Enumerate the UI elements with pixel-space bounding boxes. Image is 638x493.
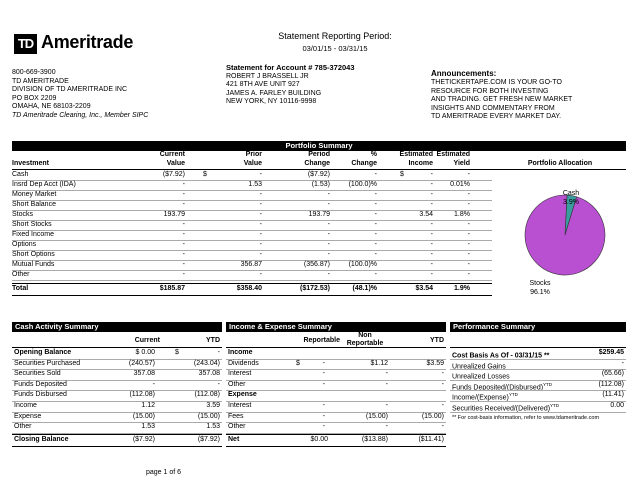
header-prior: Value [243, 160, 262, 167]
value-nonreportable: $1.12 [370, 359, 388, 367]
currency-symbol: $ [175, 349, 179, 356]
value-period-change: (356.87) [303, 261, 330, 268]
total-current: $185.87 [159, 285, 185, 292]
announcement-line: AND TRADING. GET FRESH NEW MARKET [431, 96, 573, 104]
row-label: Other [228, 423, 246, 431]
total-period: ($172.53) [300, 285, 330, 292]
total-income: $3.54 [415, 285, 433, 292]
value-pct-change: - [374, 171, 377, 178]
value-prior: - [259, 211, 262, 218]
divider [450, 412, 626, 413]
row-label-text: Income/(Expense) [452, 394, 509, 402]
row-label: Funds Disbursed [14, 391, 67, 399]
value-pct-change: - [374, 251, 377, 258]
value-est-yield: - [467, 171, 470, 178]
value-current: - [182, 251, 185, 258]
value-current: - [182, 181, 185, 188]
income-expense-bar: Income & Expense Summary [226, 322, 446, 332]
row-label: Options [12, 241, 37, 248]
value-current: 193.79 [163, 211, 185, 218]
value-current: (112.08) [129, 391, 155, 399]
row-label: Securities Purchased [14, 359, 81, 367]
row-label: Fixed Income [12, 231, 55, 238]
value-current: - [182, 241, 185, 248]
total-pct: (48.1)% [352, 285, 377, 292]
header-nonreportable: Non [358, 332, 372, 339]
value-est-yield: 0.01% [450, 181, 470, 188]
performance-bar: Performance Summary [450, 322, 626, 332]
net-reportable: $0.00 [310, 435, 328, 443]
value-est-income: - [430, 271, 433, 278]
header-ytd: YTD [430, 337, 444, 344]
header-current: Current [159, 151, 185, 158]
value-est-yield: - [467, 241, 470, 248]
row-label-text: Unrealized Gains [452, 362, 506, 370]
broker-line: PO BOX 2209 [12, 94, 57, 102]
value-prior: 1.53 [248, 181, 262, 188]
td-logo-mark: TD [14, 34, 37, 54]
value-pct-change: - [374, 201, 377, 208]
header-pct: % [370, 151, 377, 158]
row-label: Interest [228, 370, 252, 378]
closing-ytd: ($7.92) [197, 435, 220, 443]
row-label-text: Funds Deposited/(Disbursed) [452, 384, 544, 392]
header-income: Estimated [399, 151, 433, 158]
value-ytd: 1.53 [206, 423, 220, 431]
value-period-change: ($7.92) [307, 171, 330, 178]
divider [450, 347, 626, 348]
header-yield: Yield [453, 160, 470, 167]
value-prior: - [259, 251, 262, 258]
value-prior: 356.87 [240, 261, 262, 268]
ytd-superscript: YTD [550, 403, 560, 408]
net-label: Net [228, 435, 240, 443]
value-pct-change: - [374, 271, 377, 278]
broker-line: DIVISION OF TD AMERITRADE INC [12, 86, 127, 94]
value-prior: - [259, 241, 262, 248]
announcement-line: INSIGHTS AND COMMENTARY FROM [431, 104, 555, 112]
header-yield: Estimated [436, 151, 470, 158]
value-ytd: (112.08) [194, 391, 220, 399]
value-period-change: - [327, 251, 330, 258]
row-label: Income [228, 349, 253, 356]
value-ytd: - [441, 402, 444, 409]
divider [12, 280, 492, 281]
value: (65.66) [601, 370, 624, 378]
divider [226, 390, 446, 391]
total-label: Total [12, 285, 29, 292]
value-ytd: $3.59 [426, 359, 444, 367]
value-pct-change: (100.0)% [348, 181, 377, 188]
value-est-yield: 1.8% [454, 211, 470, 218]
row-label: Stocks [12, 211, 34, 218]
header-prior: Prior [245, 151, 262, 158]
value-est-yield: - [467, 201, 470, 208]
divider [226, 347, 446, 348]
row-label: Mutual Funds [12, 261, 55, 268]
value-ytd: (243.04) [193, 359, 220, 367]
value-period-change: 193.79 [308, 211, 330, 218]
row-label: Interest [228, 402, 252, 409]
cost-basis-footnote: ** For cost-basis information, refer to www.tdameritrade.com [452, 415, 600, 421]
value-current: 357.08 [133, 370, 155, 378]
row-label: Other [228, 380, 246, 388]
header-current: Current [134, 337, 160, 344]
value-current: 1.12 [141, 402, 155, 409]
ytd-superscript: YTD [543, 381, 553, 387]
value-est-income: - [430, 221, 433, 228]
account-line: NEW YORK, NY 10116-9998 [226, 98, 317, 106]
value-period-change: - [327, 231, 330, 238]
closing-current: ($7.92) [132, 435, 155, 443]
header-nonreportable: Reportable [346, 340, 384, 347]
announcement-line: THETICKERTAPE.COM IS YOUR GO-TO [431, 79, 562, 86]
row-label: Money Market [12, 191, 57, 198]
value-ytd: - [441, 423, 444, 431]
header-period: Change [304, 160, 330, 167]
value-ytd: - [441, 370, 444, 378]
closing-label: Closing Balance [14, 435, 69, 443]
value: $259.45 [598, 349, 624, 356]
divider [12, 283, 492, 284]
header-income: Income [408, 160, 433, 167]
divider [12, 446, 222, 447]
value-current: - [182, 191, 185, 198]
value-current: ($7.92) [162, 171, 185, 178]
row-label: Short Stocks [12, 221, 52, 228]
announcement-line: RESOURCE FOR BOTH INVESTING [431, 87, 549, 95]
value-prior: - [259, 201, 262, 208]
currency-symbol: $ [400, 171, 404, 178]
value: - [621, 359, 624, 367]
value-est-yield: - [467, 221, 470, 228]
value-prior: - [259, 191, 262, 198]
value-est-income: - [430, 191, 433, 198]
value-prior: - [259, 221, 262, 228]
value-reportable: - [322, 380, 325, 388]
value-pct-change: (100.0)% [348, 261, 377, 268]
value-pct-change: - [374, 191, 377, 198]
announcement-line: TD AMERITRADE EVERY MARKET DAY. [431, 113, 562, 121]
row-label-text: Unrealized Losses [452, 373, 510, 381]
row-label: Fees [228, 412, 244, 420]
value-nonreportable: (15.00) [365, 412, 388, 420]
row-label: Short Balance [12, 201, 56, 208]
net-ytd: ($11.41) [418, 435, 444, 443]
row-label: Other [12, 271, 30, 278]
row-label: Funds Deposited [14, 380, 67, 388]
value-current: (240.57) [128, 359, 155, 367]
value-period-change: - [327, 271, 330, 278]
value-est-income: - [430, 181, 433, 188]
value-pct-change: - [374, 241, 377, 248]
header-current: Value [166, 160, 185, 167]
value-reportable: - [322, 402, 325, 409]
broker-address [12, 69, 148, 121]
value-current: (15.00) [132, 412, 155, 420]
value-current: - [182, 201, 185, 208]
account-line: JAMES A. FARLEY BUILDING [226, 89, 322, 97]
ameritrade-logo-text: Ameritrade [41, 32, 134, 52]
value-current: - [182, 271, 185, 278]
value: 0.00 [610, 402, 624, 409]
announcements [431, 69, 572, 122]
value-est-yield: - [467, 251, 470, 258]
total-prior: $358.40 [236, 285, 262, 292]
value-est-income: - [430, 261, 433, 268]
pie-label-cash: Cash 3.9% [562, 190, 580, 206]
value-nonreportable: - [385, 380, 388, 388]
member-sipc: TD Ameritrade Clearing, Inc., Member SIPC [12, 111, 149, 119]
value-current: 1.53 [141, 423, 155, 431]
value-reportable: - [322, 359, 325, 367]
row-label: Securities Sold [14, 370, 61, 378]
value-est-income: - [430, 171, 433, 178]
row-label-text: Securities Received/(Delivered) [452, 405, 551, 413]
value-pct-change: - [374, 231, 377, 238]
value-est-yield: - [467, 191, 470, 198]
account-line: 421 8TH AVE UNIT 927 [226, 81, 300, 89]
currency-symbol: $ [296, 359, 300, 367]
divider [12, 347, 222, 348]
row-label-text: Cost Basis As Of - 03/31/15 ** [452, 352, 550, 360]
portfolio-summary-bar: Portfolio Summary [12, 141, 626, 151]
row-label: Cash [12, 171, 29, 178]
value-ytd: - [217, 380, 220, 388]
page-number: page 1 of 6 [146, 469, 182, 476]
value-current: - [182, 231, 185, 238]
value-prior: - [259, 271, 262, 278]
announcements-title: Announcements: [431, 69, 497, 78]
row-label: Income [14, 402, 37, 409]
broker-line: TD AMERITRADE [12, 77, 69, 85]
row-label: Expense [228, 391, 257, 399]
header-period: Period [308, 151, 330, 158]
row-label: Insrd Dep Acct (IDA) [12, 181, 76, 188]
value-prior: - [259, 231, 262, 238]
value-period-change: - [327, 191, 330, 198]
value: (11.41) [602, 391, 624, 399]
value-ytd: 357.08 [198, 370, 220, 378]
row-label: Short Options [12, 251, 55, 258]
broker-line: 800-669-3900 [12, 69, 56, 76]
value-est-income: - [430, 251, 433, 258]
value-period-change: - [327, 241, 330, 248]
value-est-yield: - [467, 231, 470, 238]
total-yield: 1.9% [454, 285, 470, 292]
header-allocation: Portfolio Allocation [527, 160, 593, 167]
value-current: - [182, 261, 185, 268]
value-prior: - [259, 171, 262, 178]
value-ytd: (15.00) [197, 412, 220, 420]
period-title: Statement Reporting Period: [278, 31, 392, 41]
divider [226, 434, 446, 435]
row-label: Other [14, 423, 32, 431]
header-investment: Investment [12, 160, 49, 167]
value-reportable: - [322, 412, 325, 420]
currency-symbol: $ [203, 171, 207, 178]
broker-line: OMAHA, NE 68103-2209 [12, 103, 91, 111]
value-ytd: (15.00) [421, 412, 444, 420]
divider [12, 434, 222, 435]
value-est-income: - [430, 231, 433, 238]
value-nonreportable: - [385, 370, 388, 378]
value-current: $ 0.00 [135, 349, 155, 356]
value-est-income: - [430, 201, 433, 208]
value-est-yield: - [467, 261, 470, 268]
account-title: Statement for Account # 785-372043 [226, 63, 355, 72]
header-pct: Change [351, 160, 377, 167]
value-current: - [152, 380, 155, 388]
value-ytd: 3.59 [206, 402, 220, 409]
value-period-change: - [327, 221, 330, 228]
header-reportable: Reportable [303, 337, 340, 344]
ytd-superscript: YTD [508, 392, 518, 398]
value-reportable: - [322, 423, 325, 431]
header-ytd: YTD [206, 337, 220, 344]
value-period-change: - [327, 201, 330, 208]
value-est-income: - [430, 241, 433, 248]
value-reportable: - [322, 370, 325, 378]
divider [12, 295, 492, 296]
divider [226, 446, 446, 447]
value-ytd: - [441, 380, 444, 388]
value-est-income: 3.54 [419, 211, 433, 218]
account-block [226, 64, 355, 107]
row-label: Expense [14, 412, 42, 420]
value-nonreportable: - [385, 423, 388, 431]
value-pct-change: - [374, 211, 377, 218]
row-label: Dividends [228, 359, 259, 367]
account-line: ROBERT J BRASSELL JR [226, 72, 309, 80]
value-nonreportable: - [385, 402, 388, 409]
period-range: 03/01/15 - 03/31/15 [302, 44, 368, 53]
row-label: Opening Balance [14, 349, 72, 356]
pie-label-stocks: Stocks 96.1% [529, 280, 551, 296]
value-ytd: - [217, 349, 220, 356]
value-current: - [182, 221, 185, 228]
value-period-change: (1.53) [311, 181, 330, 188]
value: (112.08) [598, 380, 624, 388]
cash-activity-bar: Cash Activity Summary [12, 322, 222, 332]
value-pct-change: - [374, 221, 377, 228]
net-nonreportable: ($13.88) [361, 435, 388, 443]
value-est-yield: - [467, 271, 470, 278]
